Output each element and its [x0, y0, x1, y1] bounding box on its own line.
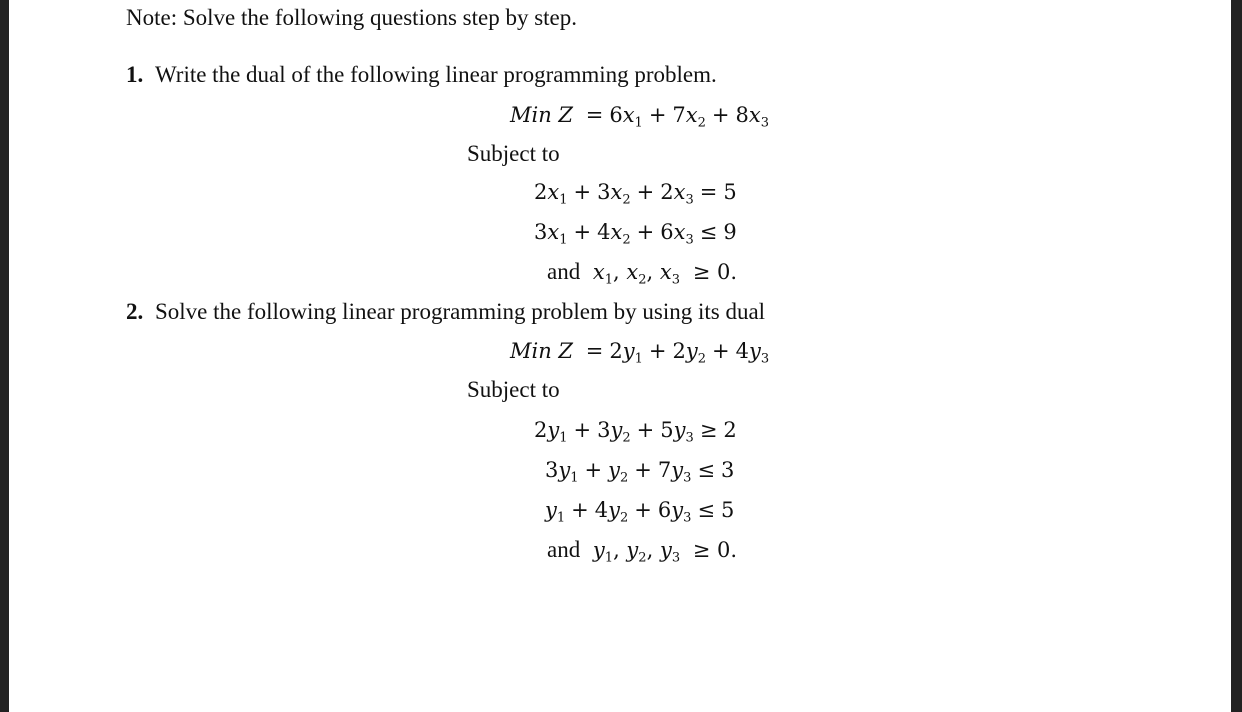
q1-nonnegativity: and $x_1$, $x_2$, $x_3 \ge 0$. [547, 259, 737, 288]
question-2-text: Solve the following linear programming problem by using its dual [155, 299, 766, 324]
q2-constraint-2: $3y_1 + y_2 + 7y_3 \le 3$ [545, 458, 735, 486]
q2-objective-prefix: Min Z [510, 339, 574, 363]
q2-nonnegativity: and $y_1$, $y_2$, $y_3 \ge 0$. [547, 537, 738, 566]
q2-constraint-3: $y_1 + 4y_2 + 6y_3 \le 5$ [545, 498, 735, 526]
q1-constraint-2: $3x_1 + 4x_2 + 6x_3 \le 9$ [534, 220, 737, 248]
q1-constraint-1: $2x_1 + 3x_2 + 2x_3 = 5$ [534, 180, 737, 208]
q1-objective: Min $Z = 6x_1 + 7x_2 + 8x_3$ [510, 103, 770, 131]
q2-constraint-1: $2y_1 + 3y_2 + 5y_3 \ge 2$ [534, 418, 737, 446]
note-text: Note: Solve the following questions step by step. [126, 5, 578, 30]
document-page [9, 0, 1231, 712]
question-2-number: 2. [126, 299, 144, 324]
q2-subject-to: Subject to [467, 377, 560, 402]
question-2 [126, 298, 765, 326]
question-1-number: 1. [126, 62, 144, 87]
question-1-text: Write the dual of the following linear programming problem. [155, 62, 717, 87]
question-1 [126, 61, 717, 89]
q1-subject-to: Subject to [467, 141, 560, 166]
q2-objective: Min $Z = 2y_1 + 2y_2 + 4y_3$ [510, 339, 770, 367]
q1-objective-prefix: Min Z [510, 103, 574, 127]
